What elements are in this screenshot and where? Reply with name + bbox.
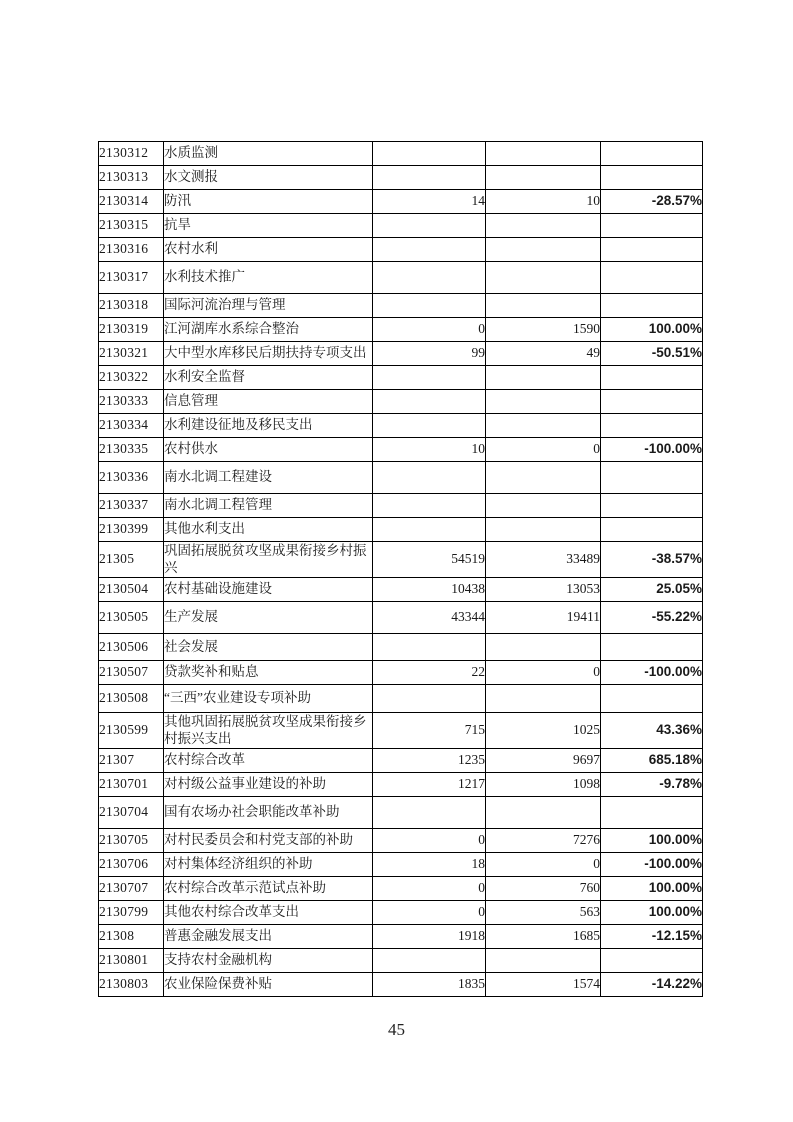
table-row (99, 342, 703, 366)
change-cell: -50.51% (601, 342, 703, 366)
name-cell: 普惠金融发展支出 (164, 925, 373, 949)
change-cell: -100.00% (601, 853, 703, 877)
code-cell: 21308 (99, 925, 164, 949)
change-cell: -14.22% (601, 973, 703, 997)
value1-cell (373, 390, 486, 414)
table-row (99, 262, 703, 294)
value2-cell: 0 (486, 853, 601, 877)
table-row (99, 542, 703, 578)
code-cell: 2130337 (99, 494, 164, 518)
value2-cell: 13053 (486, 578, 601, 602)
name-cell: 农村综合改革示范试点补助 (164, 877, 373, 901)
code-cell: 2130506 (99, 634, 164, 661)
table-row (99, 214, 703, 238)
value2-cell: 1025 (486, 713, 601, 749)
value1-cell: 715 (373, 713, 486, 749)
budget-table-body (99, 142, 703, 997)
table-row (99, 685, 703, 713)
change-cell: 685.18% (601, 749, 703, 773)
name-cell: 农村水利 (164, 238, 373, 262)
change-cell: -28.57% (601, 190, 703, 214)
value2-cell (486, 142, 601, 166)
code-cell: 2130334 (99, 414, 164, 438)
value1-cell: 22 (373, 661, 486, 685)
name-cell: 国际河流治理与管理 (164, 294, 373, 318)
value2-cell: 19411 (486, 602, 601, 634)
table-row (99, 877, 703, 901)
name-cell: 农村供水 (164, 438, 373, 462)
code-cell: 2130316 (99, 238, 164, 262)
table-row (99, 238, 703, 262)
value1-cell (373, 518, 486, 542)
change-cell: 43.36% (601, 713, 703, 749)
table-row (99, 578, 703, 602)
name-cell: 水质监测 (164, 142, 373, 166)
change-cell: -55.22% (601, 602, 703, 634)
code-cell: 2130314 (99, 190, 164, 214)
table-row (99, 294, 703, 318)
code-cell: 2130318 (99, 294, 164, 318)
value1-cell: 1217 (373, 773, 486, 797)
value2-cell (486, 518, 601, 542)
name-cell: 信息管理 (164, 390, 373, 414)
name-cell: 巩固拓展脱贫攻坚成果衔接乡村振兴 (164, 542, 373, 578)
change-cell: -12.15% (601, 925, 703, 949)
change-cell: -100.00% (601, 438, 703, 462)
name-cell: 水利安全监督 (164, 366, 373, 390)
name-cell: 其他水利支出 (164, 518, 373, 542)
value2-cell: 0 (486, 661, 601, 685)
value2-cell (486, 214, 601, 238)
change-cell (601, 262, 703, 294)
name-cell: 水文测报 (164, 166, 373, 190)
change-cell (601, 390, 703, 414)
value1-cell (373, 685, 486, 713)
table-row (99, 518, 703, 542)
value1-cell: 10 (373, 438, 486, 462)
page-number: 45 (388, 1020, 405, 1039)
table-row (99, 462, 703, 494)
code-cell: 2130399 (99, 518, 164, 542)
value1-cell: 10438 (373, 578, 486, 602)
code-cell: 2130707 (99, 877, 164, 901)
value1-cell (373, 634, 486, 661)
code-cell: 2130333 (99, 390, 164, 414)
name-cell: 江河湖库水系综合整治 (164, 318, 373, 342)
value1-cell (373, 166, 486, 190)
value1-cell: 1835 (373, 973, 486, 997)
change-cell (601, 518, 703, 542)
code-cell: 2130705 (99, 829, 164, 853)
value1-cell: 1235 (373, 749, 486, 773)
table-row (99, 949, 703, 973)
value2-cell: 7276 (486, 829, 601, 853)
change-cell: -38.57% (601, 542, 703, 578)
value2-cell (486, 390, 601, 414)
value1-cell (373, 214, 486, 238)
value2-cell: 10 (486, 190, 601, 214)
change-cell (601, 685, 703, 713)
name-cell: 水利建设征地及移民支出 (164, 414, 373, 438)
change-cell (601, 214, 703, 238)
code-cell: 2130701 (99, 773, 164, 797)
code-cell: 2130312 (99, 142, 164, 166)
value2-cell: 1590 (486, 318, 601, 342)
name-cell: 对村民委员会和村党支部的补助 (164, 829, 373, 853)
table-row (99, 853, 703, 877)
code-cell: 2130335 (99, 438, 164, 462)
table-row (99, 973, 703, 997)
change-cell: 100.00% (601, 877, 703, 901)
value2-cell: 563 (486, 901, 601, 925)
value2-cell (486, 166, 601, 190)
table-row (99, 166, 703, 190)
table-row (99, 190, 703, 214)
name-cell: “三西”农业建设专项补助 (164, 685, 373, 713)
code-cell: 2130319 (99, 318, 164, 342)
code-cell: 2130313 (99, 166, 164, 190)
change-cell (601, 294, 703, 318)
name-cell: 贷款奖补和贴息 (164, 661, 373, 685)
name-cell: 国有农场办社会职能改革补助 (164, 797, 373, 829)
code-cell: 2130599 (99, 713, 164, 749)
value1-cell: 1918 (373, 925, 486, 949)
value1-cell (373, 414, 486, 438)
name-cell: 抗旱 (164, 214, 373, 238)
change-cell: 100.00% (601, 829, 703, 853)
name-cell: 其他农村综合改革支出 (164, 901, 373, 925)
table-row (99, 318, 703, 342)
change-cell (601, 494, 703, 518)
change-cell (601, 414, 703, 438)
name-cell: 南水北调工程建设 (164, 462, 373, 494)
value2-cell: 49 (486, 342, 601, 366)
value1-cell (373, 494, 486, 518)
value2-cell (486, 949, 601, 973)
code-cell: 2130315 (99, 214, 164, 238)
value1-cell: 0 (373, 318, 486, 342)
code-cell: 2130706 (99, 853, 164, 877)
name-cell: 对村级公益事业建设的补助 (164, 773, 373, 797)
value1-cell: 0 (373, 829, 486, 853)
code-cell: 2130507 (99, 661, 164, 685)
change-cell: -9.78% (601, 773, 703, 797)
name-cell: 农村基础设施建设 (164, 578, 373, 602)
name-cell: 大中型水库移民后期扶持专项支出 (164, 342, 373, 366)
code-cell: 2130504 (99, 578, 164, 602)
value1-cell: 54519 (373, 542, 486, 578)
code-cell: 2130799 (99, 901, 164, 925)
table-row (99, 142, 703, 166)
code-cell: 21305 (99, 542, 164, 578)
value2-cell (486, 262, 601, 294)
table-row (99, 414, 703, 438)
name-cell: 对村集体经济组织的补助 (164, 853, 373, 877)
code-cell: 2130317 (99, 262, 164, 294)
code-cell: 2130508 (99, 685, 164, 713)
table-row (99, 438, 703, 462)
value2-cell (486, 634, 601, 661)
value2-cell: 760 (486, 877, 601, 901)
table-row (99, 634, 703, 661)
value1-cell (373, 294, 486, 318)
table-row (99, 773, 703, 797)
table-row (99, 602, 703, 634)
value1-cell: 43344 (373, 602, 486, 634)
change-cell (601, 238, 703, 262)
table-row (99, 797, 703, 829)
name-cell: 其他巩固拓展脱贫攻坚成果衔接乡村振兴支出 (164, 713, 373, 749)
value1-cell (373, 366, 486, 390)
name-cell: 支持农村金融机构 (164, 949, 373, 973)
code-cell: 21307 (99, 749, 164, 773)
table-row (99, 901, 703, 925)
value2-cell (486, 366, 601, 390)
value1-cell: 0 (373, 901, 486, 925)
code-cell: 2130322 (99, 366, 164, 390)
value1-cell: 14 (373, 190, 486, 214)
value2-cell (486, 238, 601, 262)
name-cell: 社会发展 (164, 634, 373, 661)
change-cell (601, 797, 703, 829)
value1-cell: 0 (373, 877, 486, 901)
value2-cell (486, 797, 601, 829)
value2-cell: 1098 (486, 773, 601, 797)
change-cell (601, 166, 703, 190)
change-cell: 25.05% (601, 578, 703, 602)
change-cell (601, 462, 703, 494)
value2-cell (486, 462, 601, 494)
value2-cell: 1685 (486, 925, 601, 949)
value2-cell: 33489 (486, 542, 601, 578)
table-row (99, 749, 703, 773)
code-cell: 2130803 (99, 973, 164, 997)
change-cell (601, 949, 703, 973)
value1-cell (373, 949, 486, 973)
table-row (99, 661, 703, 685)
value2-cell (486, 294, 601, 318)
change-cell (601, 366, 703, 390)
table-row (99, 494, 703, 518)
code-cell: 2130704 (99, 797, 164, 829)
value1-cell (373, 142, 486, 166)
name-cell: 防汛 (164, 190, 373, 214)
table-row (99, 829, 703, 853)
code-cell: 2130801 (99, 949, 164, 973)
value2-cell (486, 494, 601, 518)
code-cell: 2130321 (99, 342, 164, 366)
value2-cell: 0 (486, 438, 601, 462)
table-row (99, 366, 703, 390)
name-cell: 南水北调工程管理 (164, 494, 373, 518)
value2-cell (486, 414, 601, 438)
budget-table (98, 141, 703, 997)
value1-cell (373, 238, 486, 262)
name-cell: 生产发展 (164, 602, 373, 634)
value2-cell (486, 685, 601, 713)
name-cell: 农业保险保费补贴 (164, 973, 373, 997)
value1-cell: 18 (373, 853, 486, 877)
table-row (99, 925, 703, 949)
change-cell (601, 634, 703, 661)
change-cell: 100.00% (601, 318, 703, 342)
change-cell (601, 142, 703, 166)
code-cell: 2130336 (99, 462, 164, 494)
value1-cell (373, 797, 486, 829)
value2-cell: 9697 (486, 749, 601, 773)
value2-cell: 1574 (486, 973, 601, 997)
value1-cell (373, 262, 486, 294)
change-cell: 100.00% (601, 901, 703, 925)
name-cell: 水利技术推广 (164, 262, 373, 294)
table-row (99, 713, 703, 749)
value1-cell (373, 462, 486, 494)
code-cell: 2130505 (99, 602, 164, 634)
table-row (99, 390, 703, 414)
change-cell: -100.00% (601, 661, 703, 685)
name-cell: 农村综合改革 (164, 749, 373, 773)
value1-cell: 99 (373, 342, 486, 366)
